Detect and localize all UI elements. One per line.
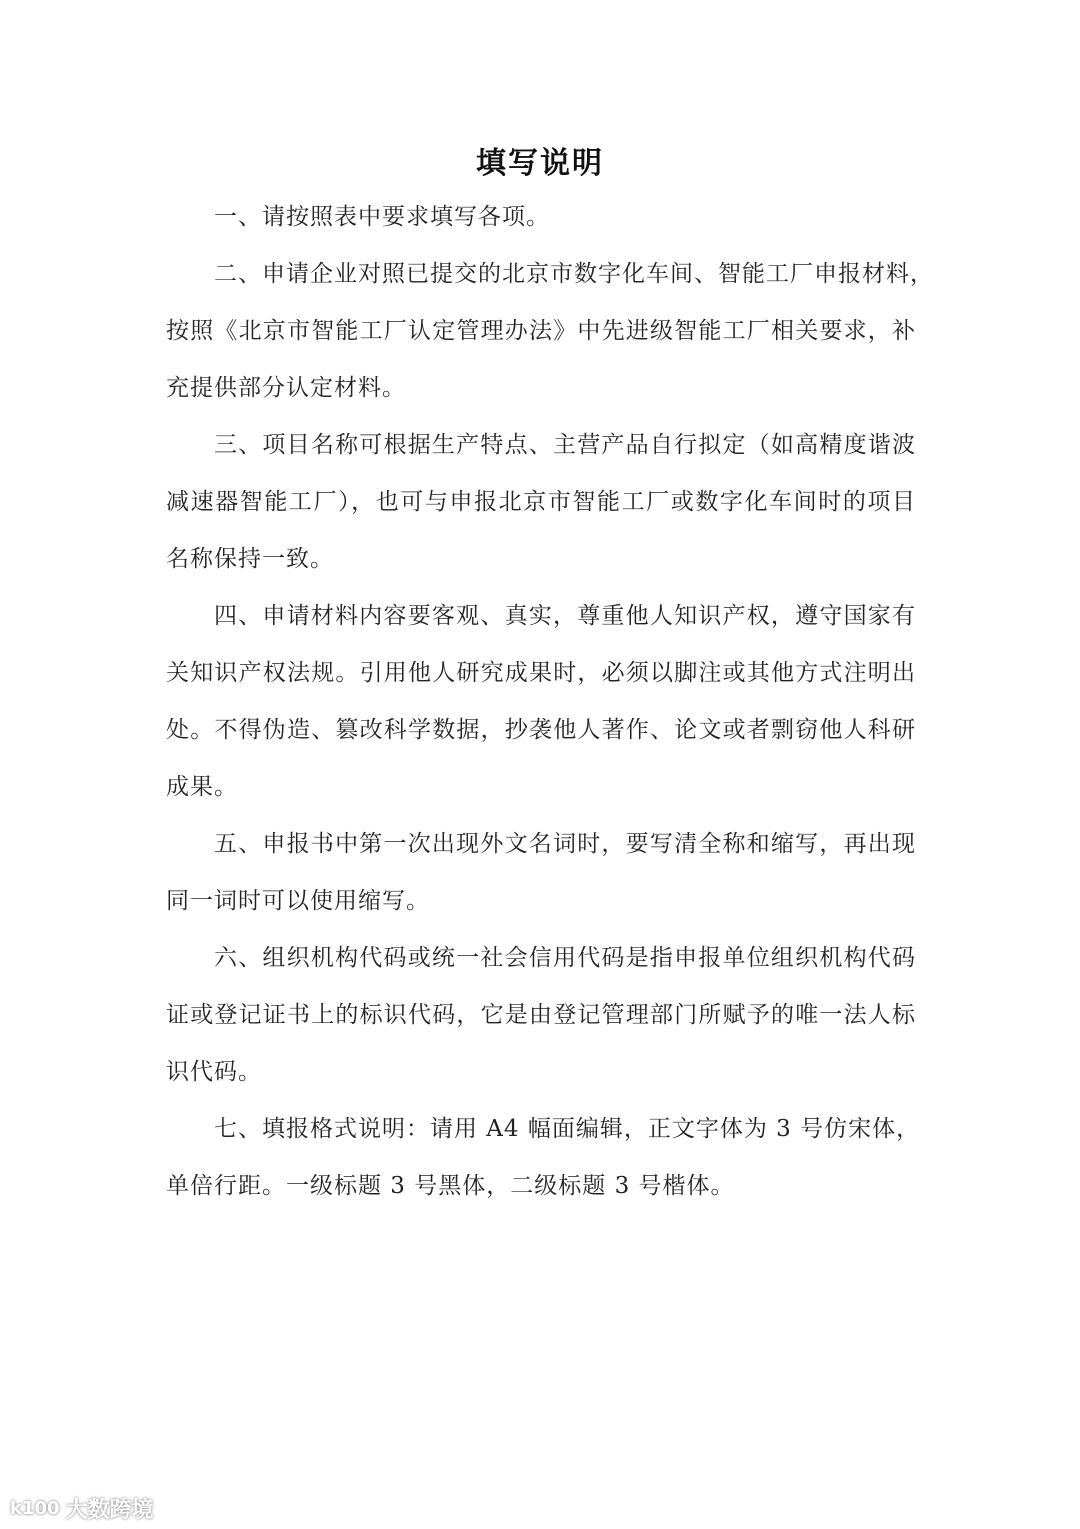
paragraph-line: 处。不得伪造、篡改科学数据，抄袭他人著作、论文或者剽窃他人科研 [166, 717, 916, 743]
paragraph-line: 六、组织机构代码或统一社会信用代码是指申报单位组织机构代码 [214, 945, 916, 971]
instruction-paragraph [166, 816, 916, 930]
paragraph-line: 二、申请企业对照已提交的北京市数字化车间、智能工厂申报材料， [214, 261, 934, 287]
paragraph-line: 名称保持一致。 [166, 546, 334, 572]
instruction-paragraph [166, 588, 916, 816]
instruction-paragraph [166, 246, 934, 417]
paragraph-line: 同一词时可以使用缩写。 [166, 888, 430, 914]
instructions-body [166, 189, 934, 1215]
paragraph-line: 减速器智能工厂），也可与申报北京市智能工厂或数字化车间时的项目 [166, 489, 916, 515]
instruction-paragraph [166, 417, 916, 588]
instruction-paragraph [166, 930, 916, 1101]
paragraph-line: 四、申请材料内容要客观、真实，尊重他人知识产权，遵守国家有 [214, 603, 916, 629]
paragraph-line: 五、申报书中第一次出现外文名词时，要写清全称和缩写，再出现 [214, 831, 916, 857]
instruction-paragraph [166, 189, 916, 246]
paragraph-line: 充提供部分认定材料。 [166, 375, 406, 401]
paragraph-line: 三、项目名称可根据生产特点、主营产品自行拟定（如高精度谐波 [214, 432, 916, 458]
watermark-text: 大数跨境 [65, 1498, 154, 1523]
watermark [10, 1493, 154, 1524]
paragraph-line: 单倍行距。一级标题 3 号黑体，二级标题 3 号楷体。 [166, 1173, 735, 1199]
paragraph-line: 关知识产权法规。引用他人研究成果时，必须以脚注或其他方式注明出 [166, 660, 916, 686]
paragraph-line: 按照《北京市智能工厂认定管理办法》中先进级智能工厂相关要求，补 [166, 318, 916, 344]
paragraph-line: 证或登记证书上的标识代码，它是由登记管理部门所赋予的唯一法人标 [166, 1002, 916, 1028]
paragraph-line: 成果。 [166, 774, 238, 800]
page-title: 填写说明 [476, 146, 604, 181]
watermark-logo-icon: k100 [10, 1498, 60, 1519]
instruction-paragraph [166, 1101, 921, 1215]
paragraph-line: 识代码。 [166, 1059, 262, 1085]
paragraph-line: 七、填报格式说明：请用 A4 幅面编辑，正文字体为 3 号仿宋体， [214, 1116, 921, 1142]
paragraph-line: 一、请按照表中要求填写各项。 [214, 204, 550, 230]
